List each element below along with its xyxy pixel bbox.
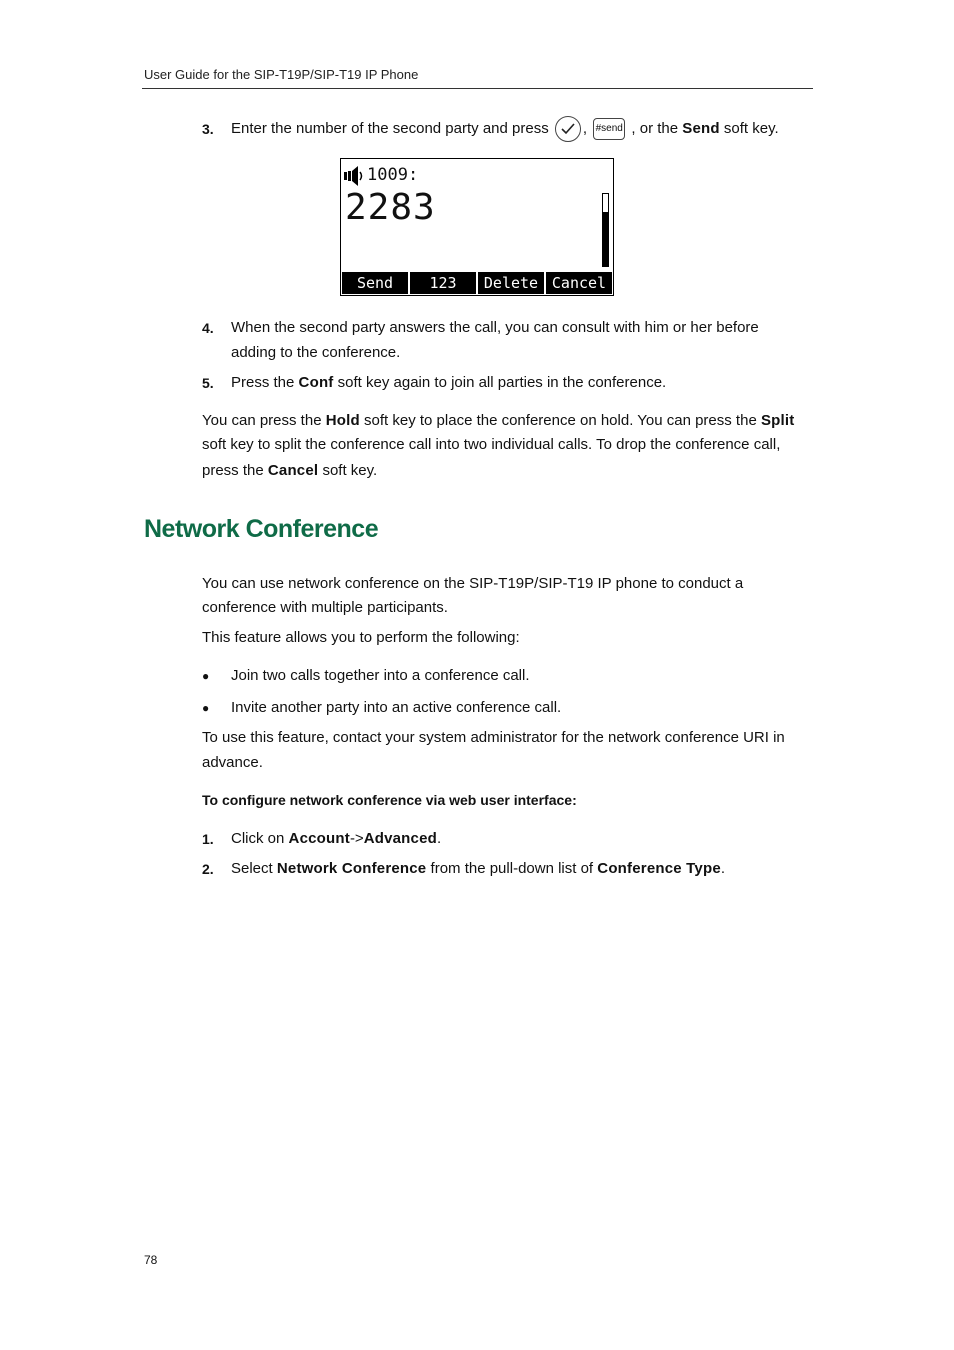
step-5-text: Press the Conf soft key again to join all parties in the conference.	[231, 374, 667, 391]
lcd-scrollbar-fill	[603, 212, 608, 266]
key-name: Cancel	[267, 462, 319, 479]
speaker-icon	[344, 165, 364, 187]
hold-para-line3: press the Cancel soft key.	[202, 462, 378, 479]
step-number: 4.	[202, 320, 214, 336]
key-name: Split	[760, 412, 795, 429]
procedure-heading: To configure network conference via web user interface:	[202, 792, 577, 808]
lcd-dialed-number: 2283	[345, 187, 436, 228]
lcd-scrollbar	[602, 193, 609, 267]
bullet-icon: ●	[202, 669, 210, 683]
page-number: 78	[144, 1253, 158, 1267]
ok-key-icon	[555, 116, 581, 142]
step-4-line1: When the second party answers the call, you can consult with him or her before	[231, 319, 759, 336]
key-name: Conf	[298, 374, 334, 391]
step-4-line2: adding to the conference.	[231, 344, 401, 361]
field-conference-type: Conference Type	[597, 860, 721, 877]
key-name: Send	[682, 120, 720, 137]
bullet-icon: ●	[202, 701, 210, 715]
softkey-send: Send	[342, 272, 408, 294]
lcd-softkeys	[342, 272, 612, 294]
menu-path-account: Account	[288, 830, 350, 847]
hold-para-line1: You can press the Hold soft key to place the conference on hold. You can press the Split	[202, 412, 795, 429]
procedure-step-2: Select Network Conference from the pull-down list of Conference Type.	[231, 860, 726, 877]
procedure-step-1: Click on Account->Advanced.	[231, 830, 442, 847]
bullet-item: Join two calls together into a conference call.	[231, 667, 530, 684]
step-number: 1.	[202, 831, 214, 847]
hold-para-line2: soft key to split the conference call into two individual calls. To drop the conference call,	[202, 436, 781, 453]
step-number: 3.	[202, 121, 214, 137]
intro-line1: You can use network conference on the SIP-T19P/SIP-T19 IP phone to conduct a	[202, 575, 744, 592]
intro-line2: conference with multiple participants.	[202, 599, 448, 616]
hash-send-key-icon: #send	[593, 118, 625, 140]
phone-lcd-screenshot	[340, 158, 614, 296]
section-title: Network Conference	[144, 515, 379, 543]
softkey-cancel: Cancel	[546, 272, 612, 294]
key-name: Hold	[325, 412, 360, 429]
softkey-delete: Delete	[478, 272, 544, 294]
bullet-item: Invite another party into an active conference call.	[231, 699, 562, 716]
menu-path-advanced: Advanced	[363, 830, 437, 847]
softkey-123: 123	[410, 272, 476, 294]
admin-line1: To use this feature, contact your system administrator for the network conference URI in	[202, 729, 785, 746]
step-3-text: Enter the number of the second party and press , #send , or the Send soft key.	[231, 116, 779, 142]
step-number: 5.	[202, 375, 214, 391]
admin-line2: advance.	[202, 754, 263, 771]
header-rule	[142, 88, 813, 89]
allows-text: This feature allows you to perform the following:	[202, 629, 520, 646]
running-header: User Guide for the SIP-T19P/SIP-T19 IP Phone	[144, 67, 419, 82]
option-network-conference: Network Conference	[276, 860, 427, 877]
lcd-account: 1009:	[367, 165, 419, 185]
step-number: 2.	[202, 861, 214, 877]
